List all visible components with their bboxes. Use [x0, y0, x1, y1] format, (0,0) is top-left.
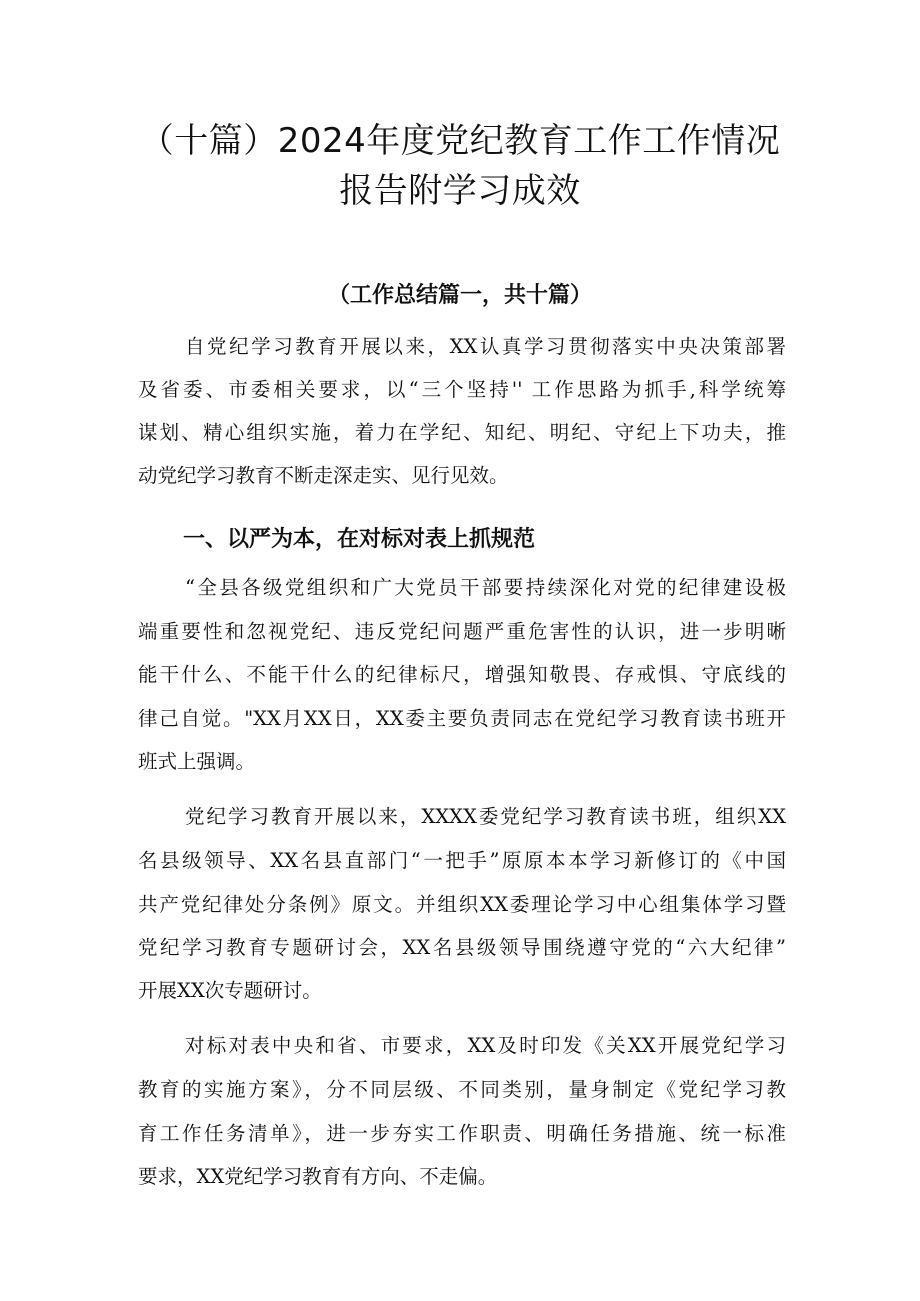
paragraph-3-line-3: 共产党纪律处分条例》原文。并组织XX委理论学习中心组集体学习暨	[138, 893, 786, 916]
paragraph-1-line-2: 及省委、市委相关要求，以“三个坚持'' 工作思路为抓手,科学统筹	[138, 378, 786, 401]
paragraph-2-line-2: 端重要性和忽视党纪、违反党纪问题严重危害性的认识，进一步明晰	[138, 620, 786, 643]
paragraph-2-line-1: “全县各级党组织和广大党员干部要持续深化对党的纪律建设极	[185, 576, 786, 599]
paragraph-1-line-1: 自党纪学习教育开展以来，XX认真学习贯彻落实中央决策部署	[185, 335, 786, 358]
paragraph-2-line-4: 律己自觉。"XX月XX日，XX委主要负责同志在党纪学习教育读书班开	[138, 707, 786, 730]
section-heading-1: 一、以严为本，在对标对表上抓规范	[183, 527, 536, 552]
paragraph-4-line-1: 对标对表中央和省、市要求，XX及时印发《关XX开展党纪学习	[185, 1034, 786, 1057]
document-title-line-2: 报告附学习成效	[339, 171, 581, 211]
document-title-line-1: （十篇）2024年度党纪教育工作工作情况	[139, 121, 781, 161]
paragraph-1-line-3: 谋划、精心组织实施，着力在学纪、知纪、明纪、守纪上下功夫，推	[138, 421, 786, 444]
paragraph-4-line-2: 教育的实施方案》，分不同层级、不同类别，量身制定《党纪学习教	[138, 1078, 786, 1101]
paragraph-1-line-4: 动党纪学习教育不断走深走实、见行见效。	[138, 464, 509, 487]
paragraph-3-line-2: 名县级领导、XX名县直部门“一把手”原原本本学习新修订的《中国	[138, 849, 786, 872]
paragraph-3-line-1: 党纪学习教育开展以来，XXXX委党纪学习教育读书班，组织XX	[185, 805, 786, 828]
paragraph-4-line-3: 育工作任务清单》，进一步夯实工作职责、明确任务措施、统一标准	[138, 1122, 786, 1145]
paragraph-3-line-5: 开展XX次专题研讨。	[138, 979, 322, 1002]
document-subtitle: （工作总结篇一，共十篇）	[327, 283, 592, 308]
paragraph-2-line-3: 能干什么、不能干什么的纪律标尺，增强知敬畏、存戒惧、守底线的	[138, 663, 786, 686]
paragraph-3-line-4: 党纪学习教育专题研讨会，XX名县级领导围绕遵守党的“六大纪律”	[138, 936, 786, 959]
paragraph-4-line-4: 要求，XX党纪学习教育有方向、不走偏。	[138, 1165, 498, 1188]
paragraph-2-line-5: 班式上强调。	[138, 750, 256, 773]
